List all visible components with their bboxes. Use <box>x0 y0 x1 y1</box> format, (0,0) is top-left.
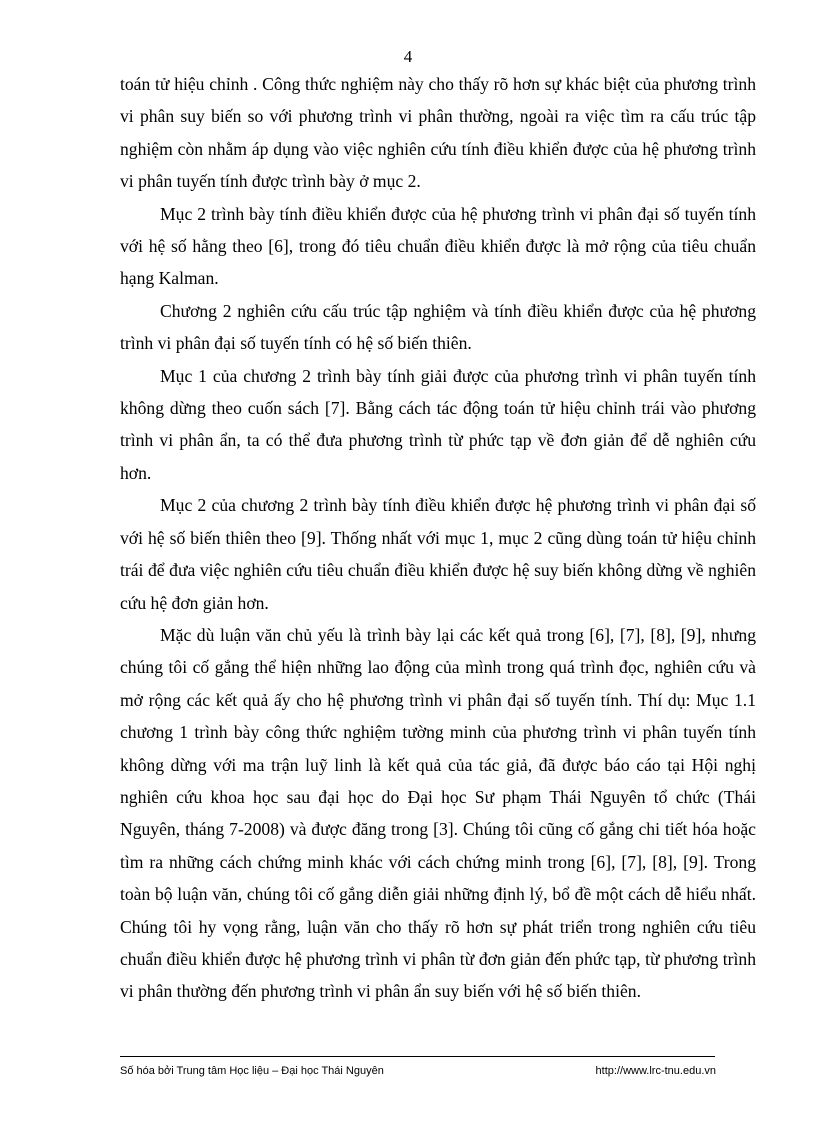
paragraph-section-2: Mục 2 trình bày tính điều khiển được của hệ phương trình vi phân đại số tuyến tính với hệ số hằng theo [6], trong đó tiêu chuẩn điều khiển được là mở rộng của tiêu chuẩn hạng Kalman. <box>120 203 756 289</box>
paragraph-chapter-2-section-2: Mục 2 của chương 2 trình bày tính điều khiển được hệ phương trình vi phân đại số với hệ số biến thiên theo [9]. Thống nhất với mục 1, mục 2 cũng dùng toán tử hiệu chỉnh trái để đưa việc nghiên cứu tiêu chuẩn điều khiển được hệ suy biến không dừng về nghiên cứu hệ đơn giản hơn. <box>120 495 756 613</box>
paragraph-contribution: Mặc dù luận văn chủ yếu là trình bày lại các kết quả trong [6], [7], [8], [9], nhưng chúng tôi cố gắng thể hiện những lao động của mình trong quá trình đọc, nghiên cứu và mở rộng các kết quả ấy cho hệ phương trình vi phân đại số tuyến tính. Thí dụ: Mục 1.1 chương 1 trình bày công thức nghiệm tường minh của phương trình vi phân tuyến tính không dừng với ma trận luỹ linh là kết quả của tác giả, đã được báo cáo tại Hội nghị nghiên cứu khoa học sau đại học do Đại học Sư phạm Thái Nguyên tổ chức (Thái Nguyên, tháng 7-2008) và được đăng trong [3]. Chúng tôi cũng cố gắng chi tiết hóa hoặc tìm ra những cách chứng minh khác với cách chứng minh trong [6], [7], [8], [9]. Trong toàn bộ luận văn, chúng tôi cố gắng diễn giải những định lý, bổ đề một cách dễ hiểu nhất. Chúng tôi hy vọng rằng, luận văn cho thấy rõ hơn sự phát triển trong nghiên cứu tiêu chuẩn điều khiển được hệ phương trình vi phân từ đơn giản đến phức tạp, từ phương trình vi phân thường đến phương trình vi phân ẩn suy biến với hệ số biến thiên. <box>120 624 756 1002</box>
body-text <box>120 68 756 1008</box>
paragraph-chapter-2: Chương 2 nghiên cứu cấu trúc tập nghiệm và tính điều khiển được của hệ phương trình vi phân đại số tuyến tính có hệ số biến thiên. <box>120 300 756 354</box>
footer-source: Số hóa bởi Trung tâm Học liệu – Đại học Thái Nguyên <box>120 1065 384 1077</box>
paragraph-continuation: toán tử hiệu chỉnh . Công thức nghiệm này cho thấy rõ hơn sự khác biệt của phương trình vi phân suy biến so với phương trình vi phân thường, ngoài ra việc tìm ra cấu trúc tập nghiệm còn nhằm áp dụng vào việc nghiên cứu tính điều khiển được của hệ phương trình vi phân tuyến tính được trình bày ở mục 2. <box>120 74 756 192</box>
page-number: 4 <box>403 47 413 66</box>
footer-divider <box>120 1056 715 1057</box>
paragraph-chapter-2-section-1: Mục 1 của chương 2 trình bày tính giải được của phương trình vi phân tuyến tính không dừng theo cuốn sách [7]. Bằng cách tác động toán tử hiệu chỉnh trái vào phương trình vi phân ẩn, ta có thể đưa phương trình từ phức tạp về đơn giản để dễ nghiên cứu hơn. <box>120 365 756 483</box>
footer-url: http://www.lrc-tnu.edu.vn <box>595 1065 716 1077</box>
